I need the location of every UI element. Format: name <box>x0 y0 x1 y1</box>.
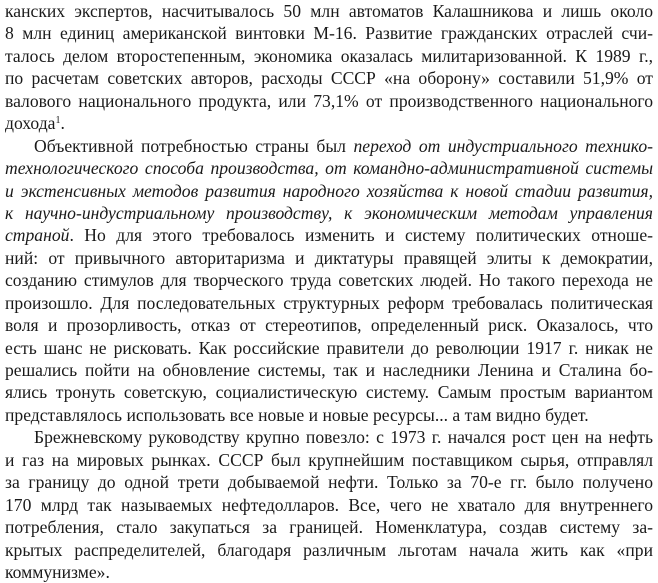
line-text: Объективной потребностью страны был <box>34 135 354 156</box>
text-line: 170 млрд так называемых нефтедолларов. Все, чего не хватало для внутреннего <box>5 494 653 515</box>
text-line: воля и прозорливость, отказ от стереотипов, определенный риск. Оказалось, что <box>5 315 653 336</box>
text-line: талось делом второстепенным, экономика оказалась милитаризованной. К 1989 г., <box>5 45 653 66</box>
text-line <box>5 224 653 246</box>
italic-text: страной <box>5 225 70 246</box>
line-text: . Но для этого требовалось изменить и систему политических отноше- <box>69 225 653 246</box>
text-line: за границу до одной трети добываемой нефти. Только за 70-е гг. было получено <box>5 472 653 493</box>
text-line: валового национального продукта, или 73,1% от производственного национального <box>5 90 653 111</box>
italic-text: и экстенсивных методов развития народного хозяйства к новой стадии развития, <box>5 180 653 201</box>
line-text: . <box>60 113 65 134</box>
text-line: крытых распределителей, благодаря различным льготам начала жить как «при <box>5 539 653 560</box>
text-line: ний: от привычного авторитаризма и диктатуры правящей элиты к демократии, <box>5 247 653 268</box>
text-line: Брежневскому руководству крупно повезло: с 1973 г. начался рост цен на нефть <box>34 427 653 448</box>
document-page <box>5 0 653 583</box>
italic-text: технологического способа производства, от командно-административной системы <box>5 158 653 179</box>
text-line: представлялось использовать все новые и новые ресурсы... а там видно будет. <box>5 404 589 425</box>
text-line: есть шанс не рисковать. Как российские правители до революции 1917 г. никак не <box>5 337 653 358</box>
footnote-marker: 1 <box>55 115 61 127</box>
text-line <box>5 112 653 134</box>
paragraph-1 <box>5 0 653 135</box>
text-line: решались пойти на обновление системы, так и наследники Ленина и Сталина бо- <box>5 360 653 380</box>
italic-text: переход от индустриального технико- <box>353 135 653 156</box>
text-line: ялись тронуть советскую, социалистическую систему. Самым простым вариантом <box>5 382 653 403</box>
paragraph-2 <box>5 135 653 427</box>
text-line <box>5 135 653 157</box>
text-line: созданию стимулов для творческого труда советских людей. Но такого перехода не <box>5 270 653 291</box>
line-text: дохода <box>5 113 56 134</box>
text-line: и газ на мировых рынках. СССР был крупнейшим поставщиком сырья, отправлял <box>5 449 653 470</box>
paragraph-3 <box>5 426 653 583</box>
text-line: канских экспертов, насчитывалось 50 млн автоматов Калашникова и лишь около <box>5 1 653 21</box>
text-line: произошло. Для последовательных структурных реформ требовалась политическая <box>5 292 653 313</box>
text-line: коммунизме». <box>5 561 110 582</box>
text-line: 8 млн единиц американской винтовки М-16. Развитие гражданских отраслей счи- <box>5 23 653 44</box>
italic-text: к научно-индустриальному производству, к экономическим методам управления <box>5 202 653 223</box>
text-line: по расчетам советских авторов, расходы СССР «на оборону» составили 51,9% от <box>5 68 653 89</box>
text-line: потребления, стало закупаться за границей. Номенклатура, создав систему за- <box>5 517 653 538</box>
